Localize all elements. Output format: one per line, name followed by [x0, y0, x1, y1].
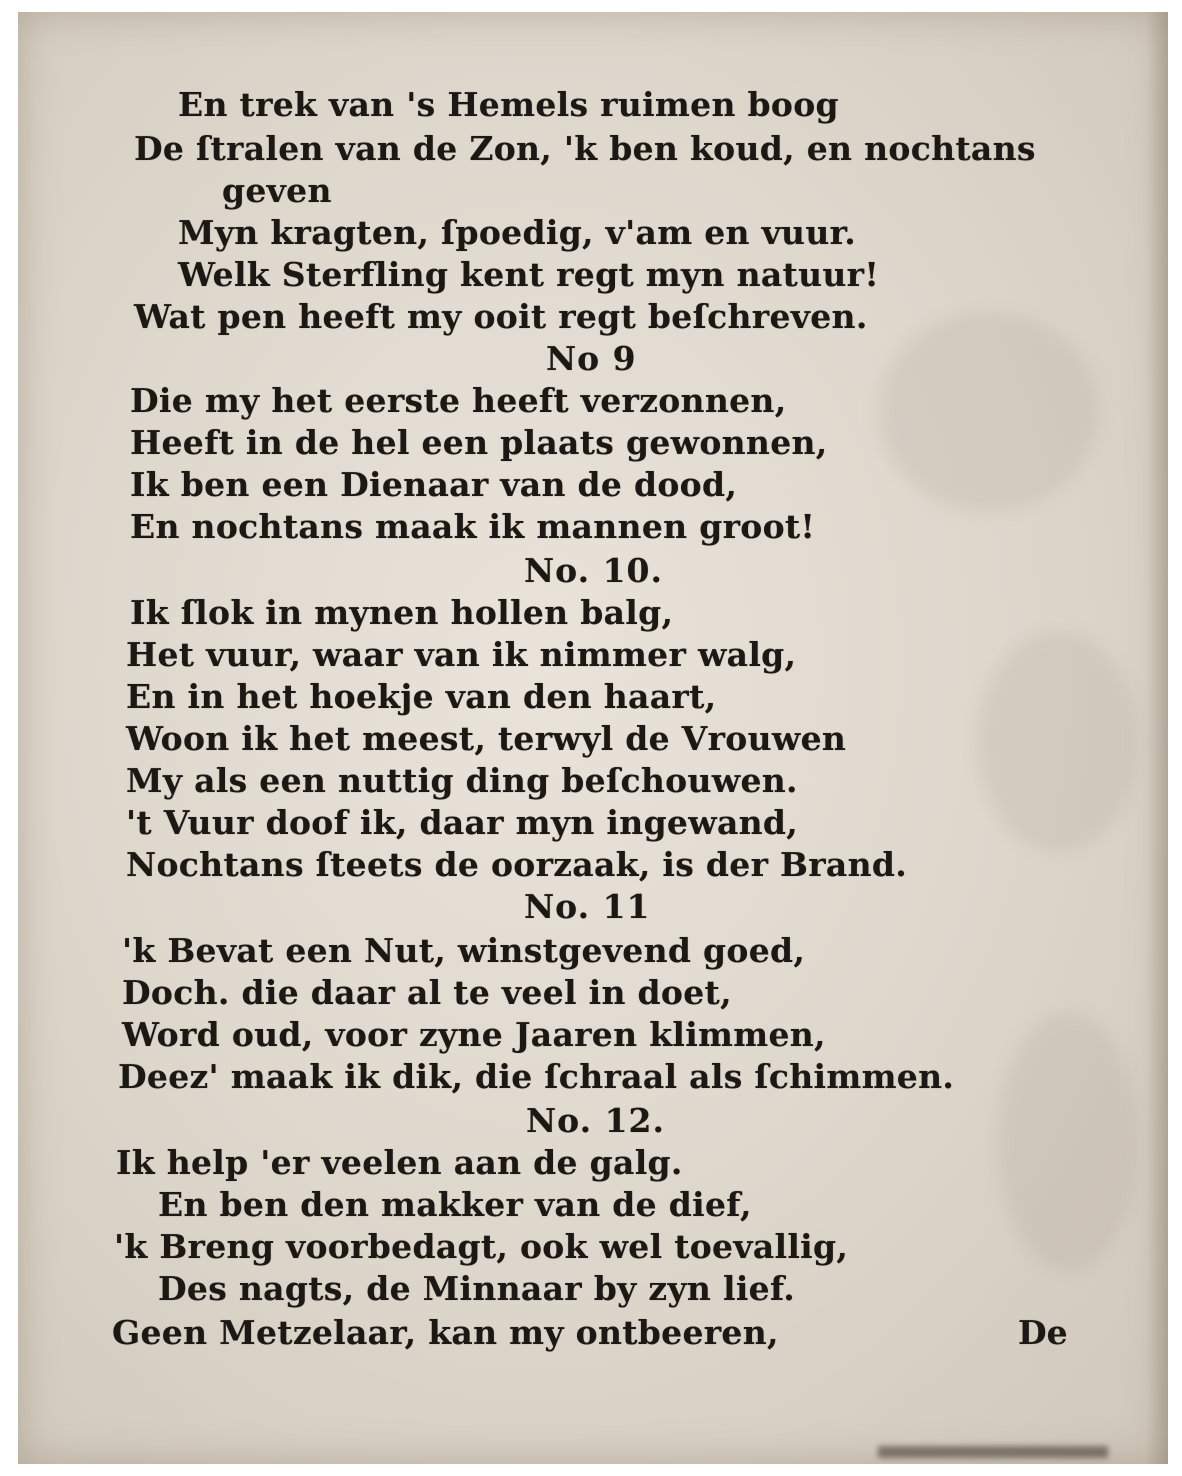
verse-line: Ik ben een Dienaar van de dood,	[130, 465, 738, 504]
verse-line: My als een nuttig ding beſchouwen.	[126, 761, 798, 800]
paper-stain	[978, 632, 1138, 852]
binding-shadow	[878, 1446, 1108, 1458]
paper-stain	[998, 1012, 1138, 1272]
paper-stain	[878, 312, 1098, 512]
verse-line: Die my het eerste heeft verzonnen,	[130, 381, 787, 420]
verse-line: Ik ſlok in mynen hollen balg,	[130, 593, 674, 632]
verse-line: 'k Bevat een Nut, winstgevend goed,	[122, 931, 806, 970]
verse-line: Doch. die daar al te veel in doet,	[122, 973, 732, 1012]
verse-line: Myn kragten, ſpoedig, v'am en vuur.	[178, 213, 857, 252]
verse-line: Geen Metzelaar, kan my ontbeeren,	[112, 1313, 779, 1352]
riddle-number-heading: No. 10.	[524, 551, 663, 590]
verse-line: Ik help 'er veelen aan de galg.	[116, 1143, 683, 1182]
verse-line: En trek van 's Hemels ruimen boog	[178, 85, 839, 124]
page-edge-shadow	[1146, 12, 1168, 1464]
verse-line: En ben den makker van de dief,	[158, 1185, 752, 1224]
riddle-number-heading: No 9	[546, 339, 637, 378]
verse-line: Nochtans ſteets de oorzaak, is der Brand.	[126, 845, 908, 884]
verse-line: Het vuur, waar van ik nimmer walg,	[126, 635, 797, 674]
riddle-number-heading: No. 11	[524, 887, 651, 926]
verse-line: Des nagts, de Minnaar by zyn lief.	[158, 1269, 796, 1308]
book-page	[18, 12, 1168, 1464]
verse-line: Wat pen heeft my ooit regt beſchreven.	[134, 297, 868, 336]
verse-line: En in het hoekje van den haart,	[126, 677, 717, 716]
verse-line: Word oud, voor zyne Jaaren klimmen,	[122, 1015, 826, 1054]
verse-line: De ſtralen van de Zon, 'k ben koud, en nochtans	[134, 129, 1036, 168]
verse-line: Deez' maak ik dik, die ſchraal als ſchimmen.	[118, 1057, 955, 1096]
riddle-number-heading: No. 12.	[526, 1101, 665, 1140]
catchword: De	[1018, 1313, 1068, 1352]
verse-line: En nochtans maak ik mannen groot!	[130, 507, 816, 546]
verse-line: 'k Breng voorbedagt, ook wel toevallig,	[114, 1227, 849, 1266]
verse-line: Welk Sterfling kent regt myn natuur!	[178, 255, 880, 294]
verse-line: Woon ik het meest, terwyl de Vrouwen	[126, 719, 847, 758]
verse-line: Heeft in de hel een plaats gewonnen,	[130, 423, 828, 462]
verse-line: 't Vuur doof ik, daar myn ingewand,	[126, 803, 799, 842]
verse-line: geven	[222, 171, 332, 210]
